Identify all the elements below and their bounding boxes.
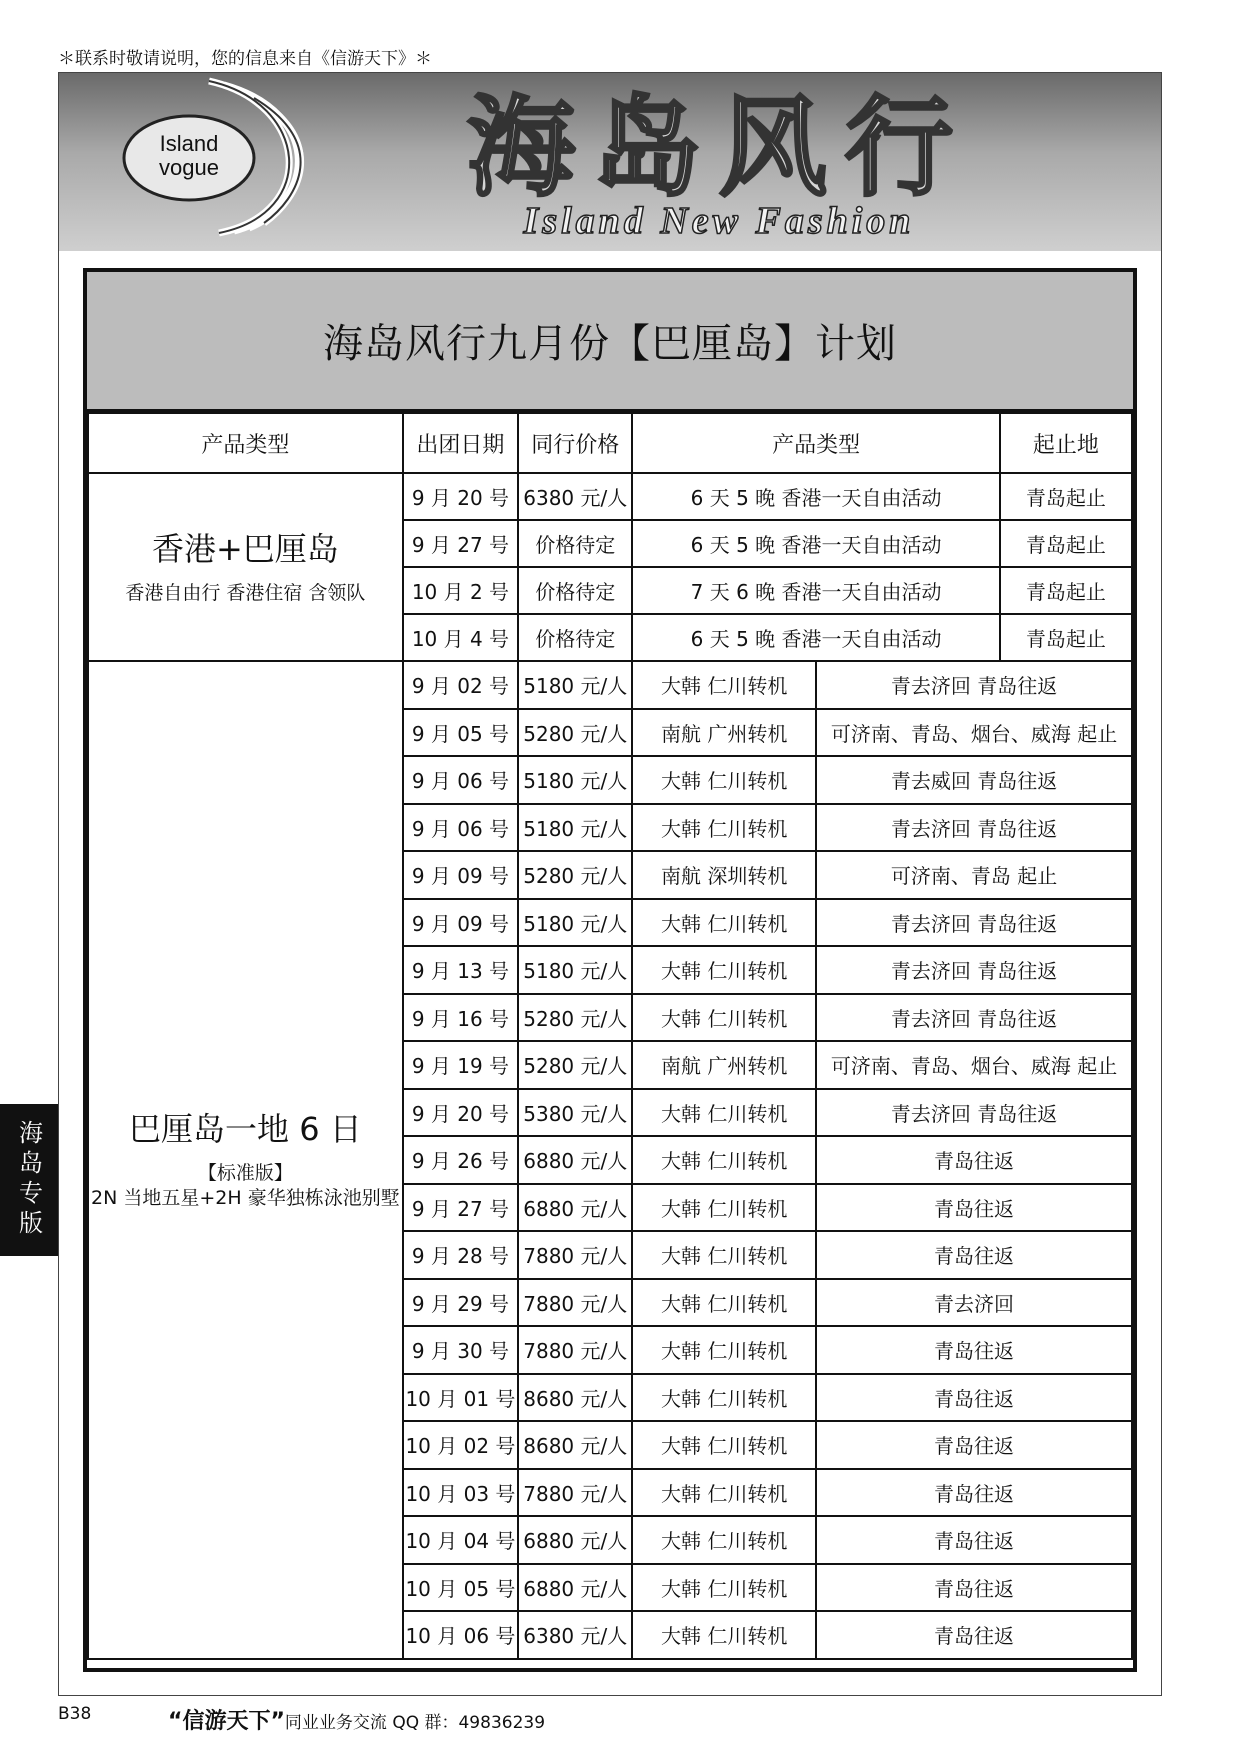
route-cell: 青岛往返 <box>816 1516 1132 1564</box>
logo-text-island: Island <box>159 131 219 156</box>
route-cell: 青去济回 <box>816 1279 1132 1327</box>
price-cell: 8680 元/人 <box>518 1421 632 1469</box>
banner-title-cn: 海岛风行 <box>466 86 972 211</box>
route-cell: 青岛往返 <box>816 1469 1132 1517</box>
price-cell: 7880 元/人 <box>518 1279 632 1327</box>
route-cell: 青岛往返 <box>816 1421 1132 1469</box>
price-cell: 5180 元/人 <box>518 756 632 804</box>
date-cell: 10 月 4 号 <box>403 614 518 661</box>
airline-cell: 南航 广州转机 <box>632 709 816 757</box>
airline-cell: 大韩 仁川转机 <box>632 804 816 852</box>
date-cell: 9 月 02 号 <box>403 661 518 709</box>
origin-cell: 青岛起止 <box>1000 473 1132 520</box>
airline-cell: 大韩 仁川转机 <box>632 1564 816 1612</box>
airline-cell: 大韩 仁川转机 <box>632 1421 816 1469</box>
date-cell: 9 月 16 号 <box>403 994 518 1042</box>
price-cell: 5280 元/人 <box>518 851 632 899</box>
route-cell: 青岛往返 <box>816 1231 1132 1279</box>
airline-cell: 大韩 仁川转机 <box>632 1279 816 1327</box>
top-note: ＊联系时敬请说明，您的信息来自《信游天下》＊ <box>58 49 432 69</box>
airline-cell: 大韩 仁川转机 <box>632 1136 816 1184</box>
date-cell: 9 月 05 号 <box>403 709 518 757</box>
route-cell: 青岛往返 <box>816 1136 1132 1184</box>
price-cell: 5180 元/人 <box>518 804 632 852</box>
price-cell: 8680 元/人 <box>518 1374 632 1422</box>
route-cell: 可济南、青岛 起止 <box>816 851 1132 899</box>
date-cell: 9 月 20 号 <box>403 1089 518 1137</box>
banner-title-en: Island New Fashion <box>523 200 915 242</box>
origin-cell: 青岛起止 <box>1000 567 1132 614</box>
group-sub-bali: 2N 当地五星+2H 豪华独栋泳池别墅 <box>91 1187 400 1210</box>
footer-text: 同业业务交流 QQ 群：49836239 <box>284 1713 546 1733</box>
price-cell: 7880 元/人 <box>518 1231 632 1279</box>
header-date: 出团日期 <box>403 413 518 473</box>
group-cell-bali <box>88 661 403 1659</box>
airline-cell: 大韩 仁川转机 <box>632 1611 816 1659</box>
table-title: 海岛风行九月份【巴厘岛】计划 <box>323 321 897 367</box>
date-cell: 9 月 13 号 <box>403 946 518 994</box>
airline-cell: 南航 深圳转机 <box>632 851 816 899</box>
header-product-type-2: 产品类型 <box>632 413 999 473</box>
price-cell: 5180 元/人 <box>518 661 632 709</box>
route-cell: 青去济回 青岛往返 <box>816 804 1132 852</box>
plan-table <box>87 412 1133 1660</box>
price-cell: 6880 元/人 <box>518 1564 632 1612</box>
table-row <box>88 661 1132 709</box>
date-cell: 10 月 04 号 <box>403 1516 518 1564</box>
page-number: B38 <box>58 1704 92 1724</box>
date-cell: 10 月 03 号 <box>403 1469 518 1517</box>
table-header-row <box>88 413 1132 473</box>
date-cell: 9 月 27 号 <box>403 520 518 567</box>
group-cell-hk <box>88 473 403 661</box>
price-cell: 6880 元/人 <box>518 1516 632 1564</box>
group-name-bali: 巴厘岛一地 6 日 <box>129 1109 362 1148</box>
price-cell: 价格待定 <box>518 520 632 567</box>
table-row <box>88 473 1132 520</box>
price-cell: 6380 元/人 <box>518 473 632 520</box>
banner-art <box>59 73 1161 251</box>
price-cell: 5280 元/人 <box>518 709 632 757</box>
route-cell: 可济南、青岛、烟台、威海 起止 <box>816 1041 1132 1089</box>
airline-cell: 大韩 仁川转机 <box>632 1089 816 1137</box>
route-cell: 青岛往返 <box>816 1564 1132 1612</box>
airline-cell: 大韩 仁川转机 <box>632 899 816 947</box>
group-name-hk: 香港+巴厘岛 <box>151 529 339 568</box>
header-origin: 起止地 <box>1000 413 1132 473</box>
page-frame <box>58 72 1162 1696</box>
date-cell: 9 月 26 号 <box>403 1136 518 1184</box>
header-product-type: 产品类型 <box>88 413 403 473</box>
footer-brand: “信游天下” <box>168 1709 285 1734</box>
header-banner <box>59 73 1161 251</box>
route-cell: 青去济回 青岛往返 <box>816 946 1132 994</box>
price-cell: 5280 元/人 <box>518 1041 632 1089</box>
airline-cell: 大韩 仁川转机 <box>632 1469 816 1517</box>
route-cell: 可济南、青岛、烟台、威海 起止 <box>816 709 1132 757</box>
date-cell: 10 月 2 号 <box>403 567 518 614</box>
price-cell: 6380 元/人 <box>518 1611 632 1659</box>
plan-table-container <box>83 268 1137 1672</box>
price-cell: 价格待定 <box>518 614 632 661</box>
date-cell: 9 月 29 号 <box>403 1279 518 1327</box>
table-title-row <box>87 272 1133 412</box>
date-cell: 9 月 30 号 <box>403 1326 518 1374</box>
date-cell: 10 月 02 号 <box>403 1421 518 1469</box>
product-cell: 6 天 5 晚 香港一天自由活动 <box>632 614 999 661</box>
date-cell: 10 月 05 号 <box>403 1564 518 1612</box>
product-cell: 6 天 5 晚 香港一天自由活动 <box>632 473 999 520</box>
route-cell: 青去济回 青岛往返 <box>816 994 1132 1042</box>
date-cell: 9 月 27 号 <box>403 1184 518 1232</box>
product-cell: 6 天 5 晚 香港一天自由活动 <box>632 520 999 567</box>
group-tag-bali: 【标准版】 <box>197 1161 293 1184</box>
airline-cell: 大韩 仁川转机 <box>632 1374 816 1422</box>
route-cell: 青岛往返 <box>816 1326 1132 1374</box>
route-cell: 青去济回 青岛往返 <box>816 899 1132 947</box>
date-cell: 9 月 20 号 <box>403 473 518 520</box>
date-cell: 9 月 06 号 <box>403 756 518 804</box>
price-cell: 6880 元/人 <box>518 1136 632 1184</box>
airline-cell: 南航 广州转机 <box>632 1041 816 1089</box>
origin-cell: 青岛起止 <box>1000 614 1132 661</box>
airline-cell: 大韩 仁川转机 <box>632 1231 816 1279</box>
date-cell: 9 月 19 号 <box>403 1041 518 1089</box>
airline-cell: 大韩 仁川转机 <box>632 946 816 994</box>
airline-cell: 大韩 仁川转机 <box>632 661 816 709</box>
price-cell: 价格待定 <box>518 567 632 614</box>
date-cell: 9 月 09 号 <box>403 851 518 899</box>
price-cell: 5380 元/人 <box>518 1089 632 1137</box>
date-cell: 10 月 01 号 <box>403 1374 518 1422</box>
date-cell: 9 月 09 号 <box>403 899 518 947</box>
airline-cell: 大韩 仁川转机 <box>632 994 816 1042</box>
route-cell: 青岛往返 <box>816 1184 1132 1232</box>
product-cell: 7 天 6 晚 香港一天自由活动 <box>632 567 999 614</box>
route-cell: 青去济回 青岛往返 <box>816 1089 1132 1137</box>
airline-cell: 大韩 仁川转机 <box>632 1184 816 1232</box>
date-cell: 9 月 28 号 <box>403 1231 518 1279</box>
group-sub-hk: 香港自由行 香港住宿 含领队 <box>125 581 366 604</box>
price-cell: 7880 元/人 <box>518 1326 632 1374</box>
header-price: 同行价格 <box>518 413 632 473</box>
origin-cell: 青岛起止 <box>1000 520 1132 567</box>
footer-slogan <box>168 1704 545 1735</box>
price-cell: 5280 元/人 <box>518 994 632 1042</box>
price-cell: 6880 元/人 <box>518 1184 632 1232</box>
price-cell: 5180 元/人 <box>518 946 632 994</box>
airline-cell: 大韩 仁川转机 <box>632 1516 816 1564</box>
route-cell: 青岛往返 <box>816 1611 1132 1659</box>
route-cell: 青去济回 青岛往返 <box>816 661 1132 709</box>
logo-text-vogue: vogue <box>159 155 219 180</box>
price-cell: 5180 元/人 <box>518 899 632 947</box>
date-cell: 9 月 06 号 <box>403 804 518 852</box>
date-cell: 10 月 06 号 <box>403 1611 518 1659</box>
side-tab-label: 海岛专版 <box>0 1104 58 1256</box>
airline-cell: 大韩 仁川转机 <box>632 1326 816 1374</box>
route-cell: 青岛往返 <box>816 1374 1132 1422</box>
airline-cell: 大韩 仁川转机 <box>632 756 816 804</box>
route-cell: 青去威回 青岛往返 <box>816 756 1132 804</box>
price-cell: 7880 元/人 <box>518 1469 632 1517</box>
